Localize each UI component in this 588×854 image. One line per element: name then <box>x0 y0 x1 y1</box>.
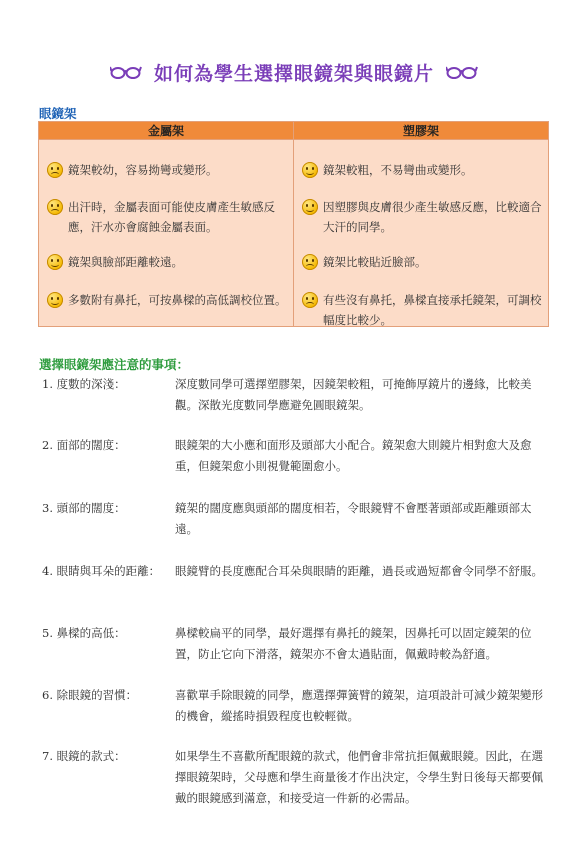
table-header-row <box>39 122 549 140</box>
page-title: 如何為學生選擇眼鏡架與眼鏡片 <box>153 62 434 85</box>
frames-section-heading: 眼鏡架 <box>39 106 77 121</box>
list-item <box>47 290 287 310</box>
list-item-text: 鏡架與臉部距離較遠。 <box>68 255 183 269</box>
sad-face-icon <box>47 162 63 178</box>
note-label: 6. 除眼鏡的習慣： <box>42 688 138 702</box>
table-row <box>39 140 549 327</box>
metal-frame-cell <box>39 140 294 327</box>
note-label: 2. 面部的闊度： <box>42 438 126 452</box>
note-label: 5. 鼻樑的高低： <box>42 626 126 640</box>
list-item-text: 鏡架比較貼近臉部。 <box>323 255 427 269</box>
frame-comparison-table <box>38 121 549 327</box>
note-label: 3. 頭部的闊度： <box>42 501 126 515</box>
note-text: 鼻樑較扁平的同學，最好選擇有鼻托的鏡架，因鼻托可以固定鏡架的位置，防止它向下滑落，鏡架亦不會太過貼面，佩戴時較為舒適。 <box>175 626 532 661</box>
list-item <box>302 252 542 272</box>
list-item-text: 出汗時，金屬表面可能使皮膚產生敏感反應，汗水亦會腐蝕金屬表面。 <box>68 200 275 234</box>
happy-face-icon <box>47 254 63 270</box>
list-item <box>47 160 287 180</box>
list-item-text: 因塑膠與皮膚很少產生敏感反應，比較適合大汗的同學。 <box>323 200 542 234</box>
note-label: 4. 眼睛與耳朵的距離： <box>42 564 161 578</box>
note-text: 喜歡單手除眼鏡的同學，應選擇彈簧臂的鏡架，這項設計可減少鏡架變形的機會，縱搖時損毀程度也較輕微。 <box>175 688 543 723</box>
list-item-text: 有些沒有鼻托，鼻樑直接承托鏡架，可調校幅度比較少。 <box>323 293 542 327</box>
note-text: 鏡架的闊度應與頭部的闊度相若，令眼鏡臂不會壓著頭部或距離頭部太遠。 <box>175 501 532 536</box>
note-text: 如果學生不喜歡所配眼鏡的款式，他們會非常抗拒佩戴眼鏡。因此，在選擇眼鏡架時，父母應和學生商量後才作出決定，令學生對日後每天都要佩戴的眼鏡感到滿意，和接受這一件新的必需品。 <box>175 749 543 805</box>
note-item <box>42 561 552 582</box>
note-label: 1. 度數的深淺： <box>42 377 126 391</box>
note-item <box>42 498 552 540</box>
glasses-icon <box>110 63 142 81</box>
list-item <box>47 252 287 272</box>
list-item <box>302 290 542 330</box>
metal-frame-header: 金屬架 <box>39 122 294 140</box>
list-item-text: 鏡架較粗，不易彎曲或變形。 <box>323 163 473 177</box>
note-item <box>42 623 552 665</box>
happy-face-icon <box>302 199 318 215</box>
note-item <box>42 435 552 477</box>
sad-face-icon <box>302 292 318 308</box>
note-item <box>42 374 552 416</box>
note-text: 深度數同學可選擇塑膠架，因鏡架較粗，可掩飾厚鏡片的邊緣，比較美觀。深散光度數同學應避免圓眼鏡架。 <box>175 377 532 412</box>
glasses-icon <box>446 63 478 81</box>
sad-face-icon <box>47 199 63 215</box>
list-item-text: 鏡架較幼，容易拗彎或變形。 <box>68 163 218 177</box>
happy-face-icon <box>47 292 63 308</box>
note-label: 7. 眼鏡的款式： <box>42 749 126 763</box>
list-item <box>302 160 542 180</box>
note-text: 眼鏡架的大小應和面形及頭部大小配合。鏡架愈大則鏡片相對愈大及愈重，但鏡架愈小則視覺範圍愈小。 <box>175 438 532 473</box>
plastic-frame-header: 塑膠架 <box>294 122 549 140</box>
note-item <box>42 685 552 727</box>
list-item-text: 多數附有鼻托，可按鼻樑的高低調校位置。 <box>68 293 287 307</box>
happy-face-icon <box>302 162 318 178</box>
list-item <box>47 197 287 237</box>
list-item <box>302 197 542 237</box>
notes-section-heading: 選擇眼鏡架應注意的事項： <box>39 357 190 372</box>
sad-face-icon <box>302 254 318 270</box>
plastic-frame-cell <box>294 140 549 327</box>
note-item <box>42 746 552 809</box>
note-text: 眼鏡臂的長度應配合耳朵與眼睛的距離，過長或過短都會令同學不舒服。 <box>175 564 543 578</box>
page-title-row <box>0 56 588 88</box>
